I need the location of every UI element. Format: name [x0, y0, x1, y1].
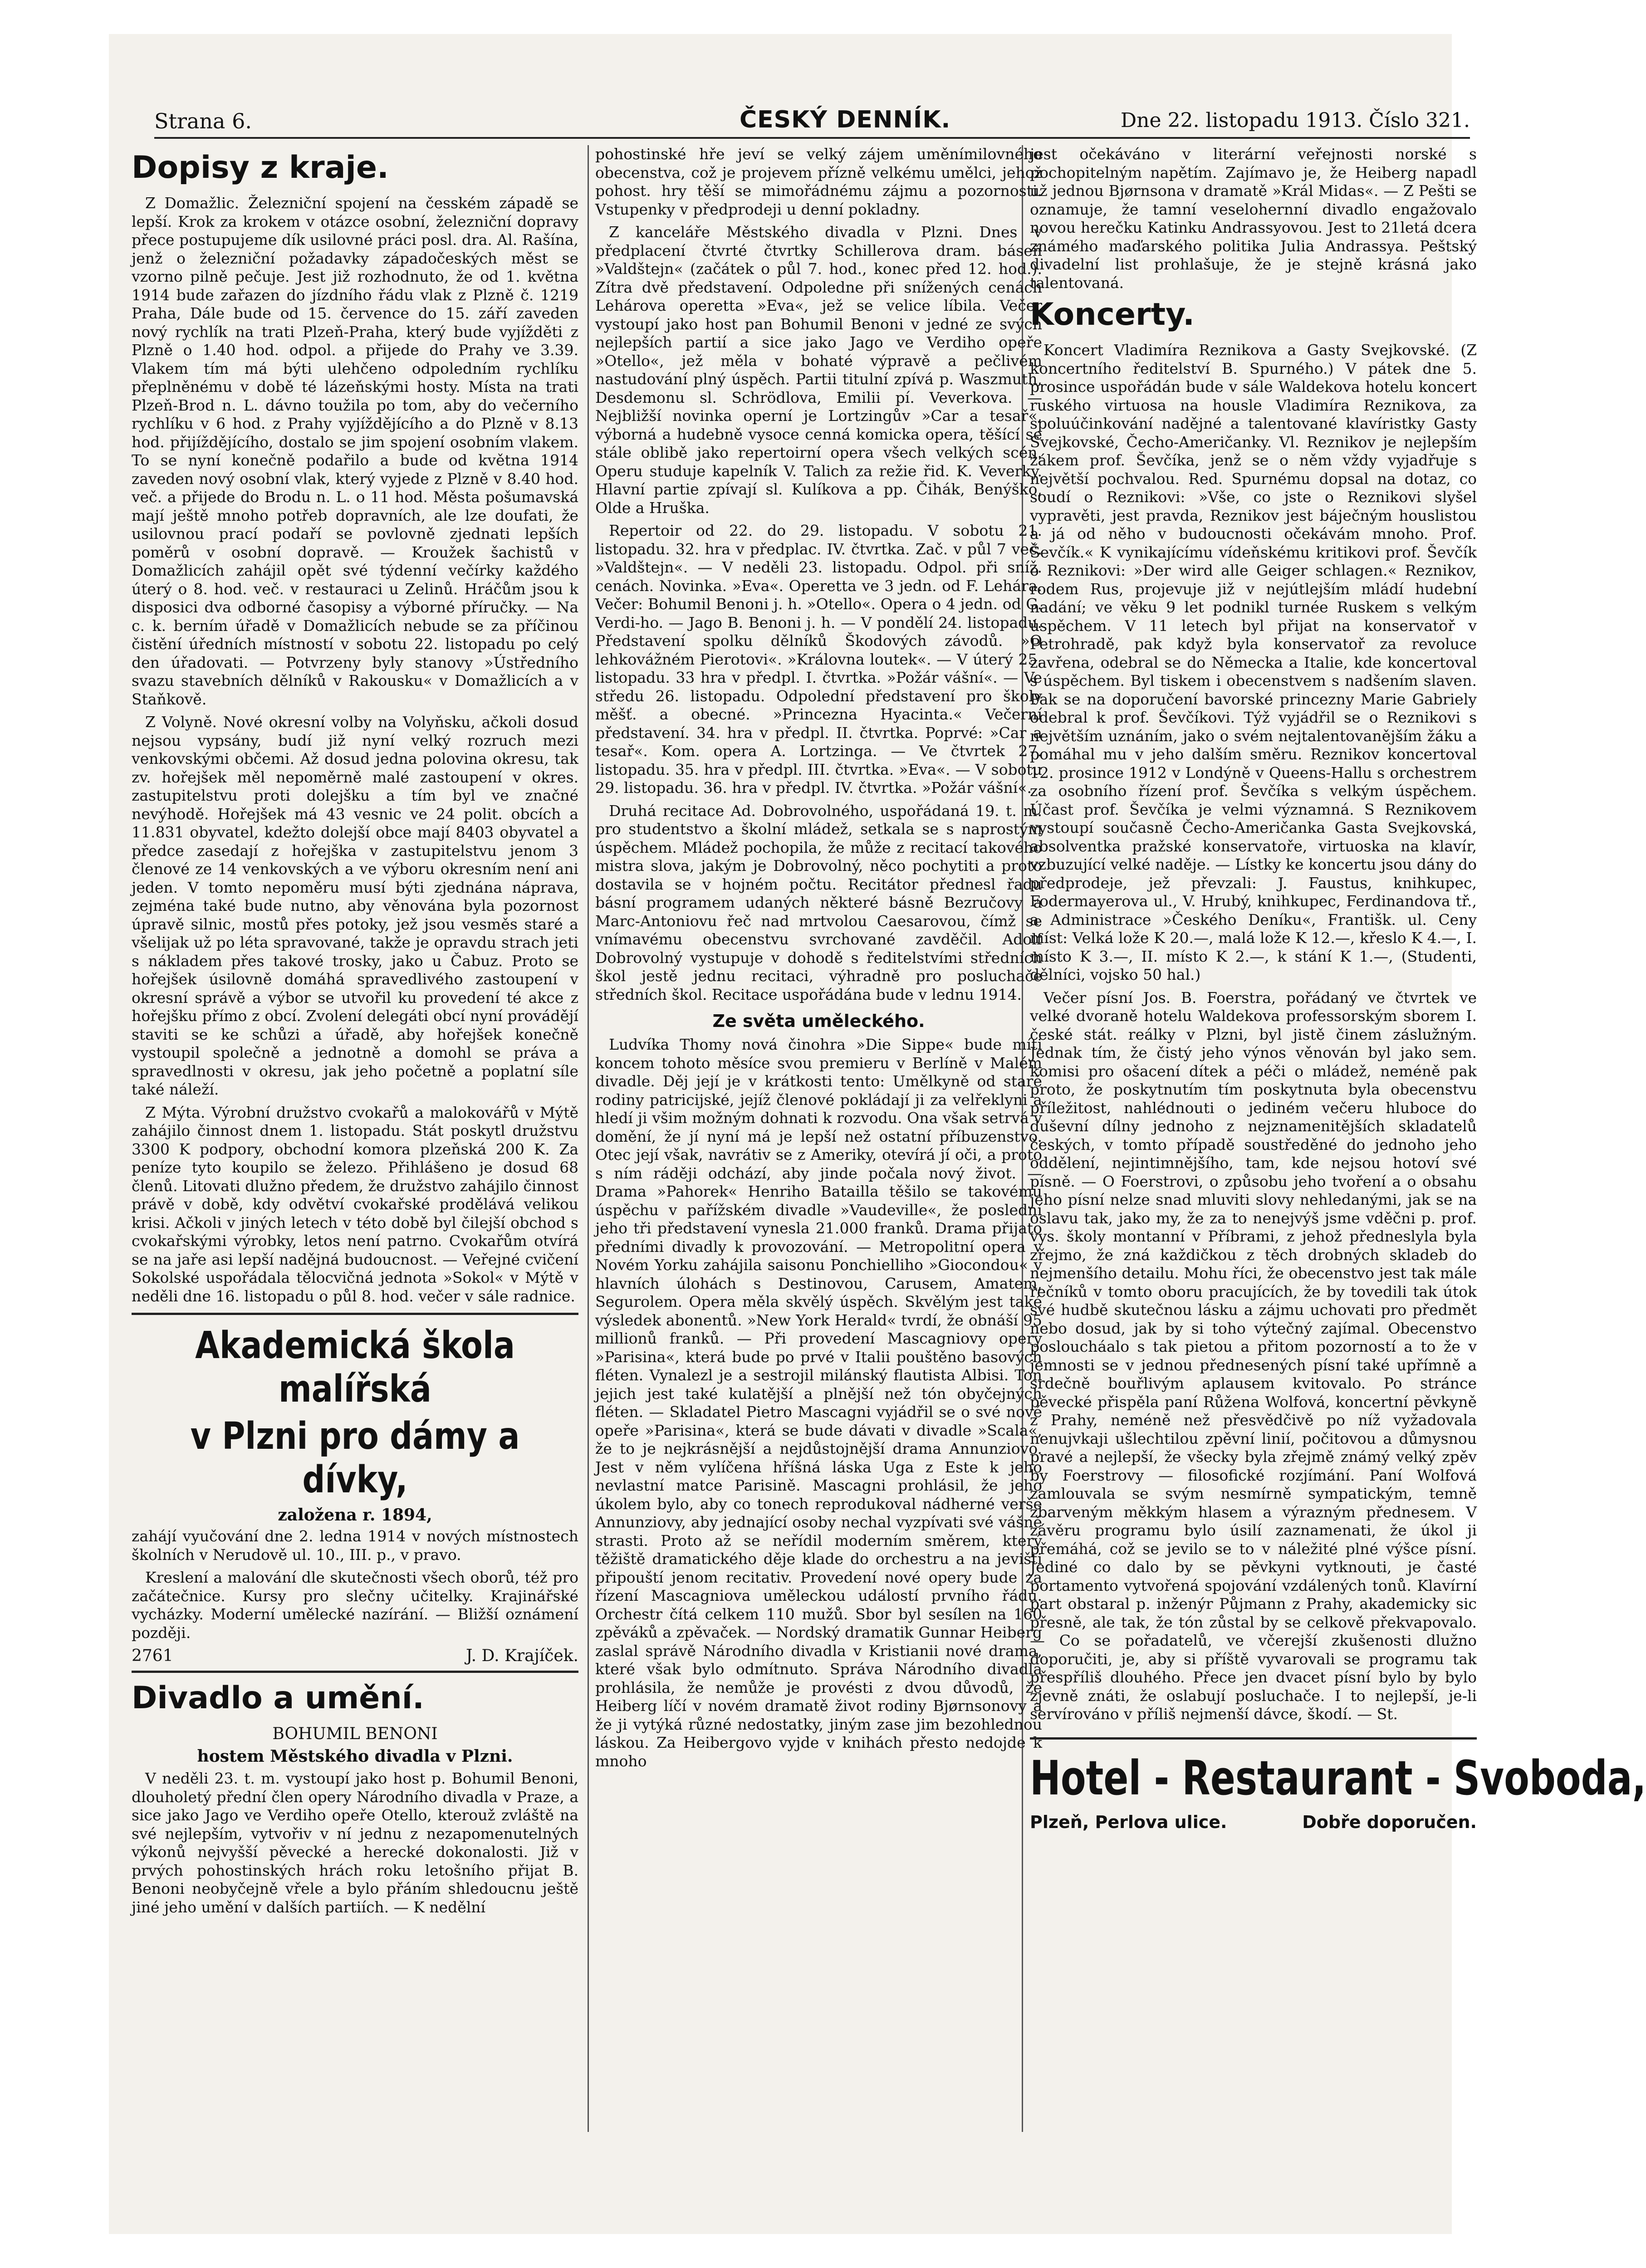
- column-rule: [588, 145, 589, 2132]
- article-benoni-cont: pohostinské hře jeví se velký zájem uměnímilovného obecenstva, což je projevem přízně velkému umělci, jehož pohost. hry těší se mimořádnému zájmu a pozornosti. Vstupenky v předprodeji u denní pokladny.: [595, 145, 1042, 218]
- article-volyne: Z Volyně. Nové okresní volby na Volyňsku, ačkoli dosud nejsou vypsány, budí již nyní velký rozruch mezi venkovskými občemi. Až dosud jedna polovina okresu, tak zv. hořejšek měl nepoměrně malé zastoupení v okres. zastupitelstvu proti dolejšku a tím byl ve značné nevýhodě. Hořejšek má 43 vesnic ve 24 polit. obcích a 11.831 obyvatel, kdežto dolejší obce mají 8403 obyvatel a předce zasedají z hořejška v zastupitelstvu jenom 3 členové ze 14 venkovských a ve výboru okresním není ani jeden. V tomto nepoměru musí býti zjednána náprava, zejména také bude nutno, aby věnována byla pozornost úpravě silnic, mostů přes potoky, jež jsou vesměs staré a všelijak už po léta spravované, takže je opravdu strach jeti s nákladem přes takové trosky, jako u Čabuz. Proto se hořejšek úsilovně domáhá spravedlivého zastoupení v okresní správě a výbor se utvořil ku provedení té akce z hořejšku přímo z obcí. Zvolení delegáti obcí nyní provádějí staviti se ke schůzi a úřadě, aby hořejšek konečně vystoupil společně a jednotně a domohl se práva a spravedlnosti v okresu, jak jeho početně a poplatní síle také náleží.: [132, 713, 578, 1098]
- article-domazlice: Z Domažlic. Železniční spojení na česském západě se lepší. Krok za krokem v otázce osobní, železniční dopravy přece postupujeme dík usilovné práci posl. dra. Al. Rašína, jenž o železniční požadavky západočeských měst se vzorno pilně pečuje. Jest již rozhodnuto, že od 1. května 1914 bude zařazen do jízdního řádu vlak z Plzně č. 1219 Praha, Dále bude od 15. července do 15. září zaveden nový rychlík na trati Plzeň-Praha, který bude vyjížděti z Plzně o 1.40 hod. odpol. a přijede do Prahy ve 3.39. Vlakem tím má býti ulehčeno odpoledním rychlíku přeplněnému v době té lázeňskými hosty. Místa na trati Plzeň-Brod n. L. dávno toužila po tom, aby do večerního rychlíku v 6 hod. z Prahy vyjíždějícího a do Plzně v 8.13 hod. přijíždějícího, dostalo se jim spojení osobním vlakem. To se nyní konečně podařilo a bude od května 1914 zaveden nový osobní vlak, který vyjede z Plzně v 8.40 hod. več. a přijede do Brodu n. L. o 11 hod. Města pošumavská mají ještě mnoho potřeb dopravních, ale lze doufati, že usilovnou prací podaří se povlovně zjednati lepších poměrů v osobní dopravě. — Kroužek šachistů v Domažlicích zahájil opět své týdenní večírky každého úterý o 8. hod. več. v restauraci u Zelinů. Hráčům jsou k disposici dva odborné časopisy a výborné příručky. — Na c. k. berním úřadě v Domažlicích nebude se za příčinou čistění úředních místností v sobotu 22. listopadu po celý den úřadovati. — Potvrzeny byly stanovy »Ústředního svazu stavebních dělníků v Rakousku« v Domažlicích a v Staňkově.: [132, 194, 578, 708]
- article-repertoir: Repertoir od 22. do 29. listopadu. V sobotu 21. listopadu. 32. hra v předplac. IV. čtvrtka. Zač. v půl 7 več. »Valdštejn«. — V neděli 23. listopadu. Odpol. při sníž. cenách. Novinka. »Eva«. Operetta ve 3 jedn. od F. Lehára. Večer: Bohumil Benoni j. h. »Otello«. Opera o 4 jedn. od G. Verdi-ho. — Jago B. Benoni j. h. — V pondělí 24. listopadu. Představení spolku dělníků Škodových závodů. »O lehkovážném Pierotovi«. »Královna loutek«. — V úterý 25. listopadu. 33 hra v předpl. I. čtvrtka. »Požár vášní«. — Ve středu 26. listopadu. Odpolední představení pro školy měšť. a obecné. »Princezna Hyacinta.« Večerní představení. 34. hra v předpl. II. čtvrtka. Poprvé: »Car a tesař«. Kom. opera A. Lortzinga. — Ve čtvrtek 27. listopadu. 35. hra v předpl. III. čtvrtka. »Eva«. — V sobotu 29. listopadu. 36. hra v předpl. IV. čtvrtka. »Požár vášní«.: [595, 522, 1042, 797]
- article-ze-sveta: Ludvíka Thomy nová činohra »Die Sippe« bude míti koncem tohoto měsíce svou premieru v Berlíně v Malém divadle. Děj její je v krátkosti tento: Umělkyně od staré rodiny patricijské, jejíž členové pokládají ji za velřeklyni a hledí ji všim možným dohnati k rozvodu. Ona však setrvá v domění, že jí nyní má je lepší než ostatní příbuzenstvo. Otec její však, navrátiv se z Ameriky, otevírá jí oči, a proto s ním ráději odchází, aby jinde počala nový život. — Drama »Pahorek« Henriho Batailla těšilo se takovému úspěchu v pařížském divadle »Vaudeville«, že poslední jeho tři představení vynesla 21.000 franků. Drama přijato předními divadly k provozování. — Metropolitní opera v Novém Yorku zahájila saisonu Ponchielliho »Giocondou« v hlavních úlohách s Destinovou, Carusem, Amatem, Segurolem. Opera měla skvělý úspěch. Skvělým jest také výsledek abonentů. »New York Herald« tvrdí, že obnáší 95 millionů franků. — Při provedení Mascagniovy opery »Parisina«, která bude po prvé v Italii pouštěno basových fléten. Vynalezl je a sestrojil milánský flautista Albisi. Ton jejich jest také kulatější a plnější než tón obyčejných fléten. — Skladatel Pietro Mascagni vyjádřil se o své nové opeře »Parisina«, která se bude dávati v divadle »Scala«, že to je nejkrásnější a nejdůstojnější drama Annunziovo. Jest v něm vylíčena hříšná láska Uga z Este k jeho nevlastní matce Parisině. Mascagni prohlásil, že jeho úkolem bylo, aby co tonech reprodukoval nádherné verše Annunziovy, aby jednající osoby nechal vyzpívati své vášně strasti. Proto až se neřídil moderním směrem, který těžiště dramatického děje klade do orchestru a na jevišti připouští jenom recitativ. Provedení nové opery bude za řízení Mascagniova uměleckou událostí prvního řádu. Orchestr čítá celkem 110 mužů. Sbor byl sesílen na 160 zpěváků a zpěvaček. — Nordský dramatik Gunnar Heiberg zaslal správě Národního divadla v Kristianii nové drama, které však bylo odmítnuto. Správa Národního divadla prohlásila, že nemůže je provésti z dvou důvodů, že Heiberg líčí v novém dramatě život rodiny Bjørnsonovy a že ji vytýká různé nedostatky, jiným zase jim bezohlednou láskou. Za Heibergovo vyjde v knihách přesto nedojde k mnoho: [595, 1036, 1042, 1770]
- article-subtitle-benoni: hostem Městského divadla v Plzni.: [197, 1747, 513, 1766]
- page-header: [154, 105, 1470, 139]
- hotel-slogan: Dobře doporučen.: [1302, 1812, 1477, 1832]
- ad-footer: [132, 1647, 578, 1665]
- section-title-dopisy: Dopisy z kraje.: [132, 150, 389, 186]
- hotel-details: [1030, 1812, 1477, 1832]
- article-heiberg-cont: jest očekáváno v literární veřejnosti norské s pochopitelným napětím. Zajímavo je, že Heiberg napadl už jednou Bjørnsona v dramatě »Král Midas«. — Z Pešti se oznamuje, že tamní veselohernní divadlo engažovalo novou herečku Katinku Andrassyovou. Jest to 21letá dcera známého maďarského politika Julia Andrassya. Peštský divadelní list prohlašuje, že je stejně krásná jako talentovaná.: [1030, 145, 1477, 292]
- issue-date: Dne 22. listopadu 1913. Číslo 321.: [1120, 109, 1470, 132]
- section-title-divadlo: Divadlo a umění.: [132, 1680, 424, 1716]
- ad-headline: v Plzni pro dámy a dívky,: [190, 1415, 520, 1501]
- masthead: ČESKÝ DENNÍK.: [740, 106, 951, 133]
- column-1: [132, 145, 578, 2132]
- ad-founded: založena r. 1894,: [278, 1505, 432, 1525]
- hotel-name: Hotel - Restaurant - Svoboda,: [1030, 1750, 1646, 1806]
- section-title-koncerty: Koncerty.: [1030, 297, 1195, 332]
- hotel-address: Plzeň, Perlova ulice.: [1030, 1812, 1227, 1832]
- column-3: [1030, 145, 1646, 2132]
- article-recitace: Druhá recitace Ad. Dobrovolného, uspořádaná 19. t. m. pro studentstvo a školní mládež, setkala se s naprostým úspěchem. Mládež pochopila, že může z recitací takového mistra slova, jakým je Dobrovolný, něco pochytiti a proto dostavila se v hojném počtu. Recitátor přednesl řadu básní programem udaných některé básně Bezručovy a Marc-Antoniovu řeč nad mrtvolou Caesarovou, čímž se vnímavému obecenstvu svrchované zavděčil. Adolf Dobrovolný vystupuje v dohodě s ředitelstvími středních škol jestě jednu recitaci, výhradně pro posluchače středních škol. Recitace uspořádána bude v lednu 1914.: [595, 802, 1042, 1003]
- ad-text: zahájí vyučování dne 2. ledna 1914 v nových místnostech školních v Nerudově ul. 10., III. p., v pravo.: [132, 1527, 578, 1564]
- ad-headline: Akademická škola malířská: [195, 1324, 515, 1411]
- article-kancelar: Z kanceláře Městského divadla v Plzni. Dnes v předplacení čtvrté čtvrtky Schillerova dram. báseň »Valdštejn« (začátek o půl 7. hod., konec před 12. hod.). Zítra dvě představení. Odpoledne při snížených cenách Lehárova operetta »Eva«, jež se velice líbila. Večer vystoupí jako host pan Bohumil Benoni v jedné ze svých nejlepších partií a sice jako Jago ve Verdiho opeře »Otello«, jež měla v bohaté výpravě a pečlivém nastudování plný úspěch. Partii titulní zpívá p. Waszmuth, Desdemonu sl. Schrödlova, Emilii pí. Veverkova. — Nejbližší novinka operní je Lortzingův »Car a tesař«, výborná a hudebně vysoce cenná komicka opera, těšící se stále oblibě jako repertoirní opera všech velkých scén. Operu studuje kapelník V. Talich za režie řid. K. Veverky. Hlavní partie zpívají sl. Kulíkova a pp. Čihák, Benýško, Olde a Hruška.: [595, 223, 1042, 517]
- ad-text: Kreslení a malování dle skutečnosti všech oborů, též pro začátečnice. Kursy pro slečny učitelky. Krajinářské vycházky. Moderní umělecké nazírání. — Bližší oznámení později.: [132, 1569, 578, 1642]
- article-benoni: V neděli 23. t. m. vystoupí jako host p. Bohumil Benoni, dlouholetý přední člen opery Národního divadla v Praze, a sice jako Jago ve Verdiho opeře Otello, kterouž zvláště na své nejlepším, vytvořiv v ní jednu z nezapomenutelných výkonů nejvyšší pěvecké a herecké dokonalosti. Již v prvých pohostinských hrách roku letošního přijat B. Benoni neobyčejně vřele a bylo přáním shledoucnu ještě jiné jeho umění v dalších partiích. — K nedělní: [132, 1769, 578, 1916]
- advertisement-art-school: [132, 1313, 578, 1673]
- ad-code: 2761: [132, 1647, 173, 1665]
- article-title-benoni: BOHUMIL BENONI: [272, 1725, 438, 1743]
- page-number: Strana 6.: [154, 109, 252, 133]
- advertisement-hotel: [1030, 1737, 1646, 1832]
- article-myto: Z Mýta. Výrobní družstvo cvokařů a malokovářů v Mýtě zahájilo činnost dnem 1. listopadu. Stát poskytl družstvu 3300 K podpory, obchodní komora plzeňská 200 K. Za peníze tyto koupilo se železo. Přihlášeno je dosud 68 členů. Litovati dlužno předem, že družstvo zahájilo činnost právě v době, kdy odvětví cvokařské prodělává velikou krisi. Ačkoli v jiných letech v této době byl čilejší obchod s cvokařskými výrobky, letos není patrno. Cvokařům otvírá se na jaře asi lepší nadějná budoucnost. — Veřejné cvičení Sokolské uspořádala tělocvičná jednota »Sokol« v Mýtě v neděli dne 16. listopadu o půl 8. hod. večer v sále radnice.: [132, 1103, 578, 1305]
- article-foerster: Večer písní Jos. B. Foerstra, pořádaný ve čtvrtek ve velké dvoraně hotelu Waldekova professorským sborem I. české stát. reálky v Plzni, byl jistě činem záslužným. Jednak tím, že čistý jeho výnos věnován byl jako sem. komisi pro ošacení dítek a péči o mládež, neméně pak proto, že poskytnutím tím poskytnuta byla obecenstvu příležitost, nahlédnouti o jediném večeru hluboce do duševní dílny jednoho z nejznamenitějších skladatelů českých, v tomto případě soustředěné do jednoho jeho oddělení, nejintimnějšího, tam, kde nejsou hotoví své písně. — O Foerstrovi, o způsobu jeho tvoření a o obsahu jeho písní nelze snad mluviti slovy nehledanými, jak se na oslavu tak, jako my, že za to nenejvýš jsme vděčni p. prof. vys. školy montanní v Příbrami, z jehož předneslyla byla zřejmo, že zná každičkou z těch drobných skladeb do nejmenšího detailu. Mohu říci, že obecenstvo jest tak mále řečníků v tomto oboru pracujících, že by tovedili tak útok své hudbě skutečnou lásku a zájmu uchovati pro předmět nebo dosud, jak by si toho výtečný zajímal. Obecenstvo posloucháalo s tak pietou a přitom pozorností a to že v jemnosti se v jednou přednesených písní také upřímně a srdečně bouřlivým aplausem kvitovalo. Po stránce pěvecké přispěla paní Růžena Wolfová, koncertní pěvkyně z Prahy, neméně než přesvědčivě po níž vyžadovala nenujvkaji ušlechtilou zpěvní linií, počitovou a důmysnou pravé a nejlepší, že všecky byla zřejmě známý velký zpěv by Foerstrovy — filosofické rozjímání. Paní Wolfová zamlouvala se svým nesmírně sympatickým, temně zbarveným měkkým hlasem a výrazným přednesem. V závěru programu bylo úsilí zaznamenati, že úkol ji přemáhá, což se jevilo se to v náležité plné výšce písní. Jediné co dalo by se pěvkyni vytknouti, je časté portamento vytvořená spojování vzdálených tonů. Klavírní part obstaral p. inženýr Půjmann z Prahy, akademicky sic přesně, ale tak, že tón zůstal by se celkově překvapovalo. — Co se pořadatelů, ve včerejší zkušenosti dlužno doporučiti, je, aby si příště vyvarovali se programu tak přespříliš dlouhého. Přece jen dvacet písní bylo by bylo zjevně znáti, že oslabují posluchače. I to nejlepší, je-li servírováno v příliš nejmenší dávce, škodí. — St.: [1030, 988, 1477, 1723]
- column-2: [595, 145, 1042, 2132]
- article-reznikov: Koncert Vladimíra Reznikova a Gasty Svejkovské. (Z koncertního ředitelství B. Spurného.) V pátek dne 5. prosince uspořádán bude v sále Waldekova hotelu koncert ruského virtuosa na housle Vladimíra Reznikova, za spoluúčinkování nadějné a talentované klavíristky Gasty Svejkovské, Čecho-Američanky. Vl. Reznikov je nejlepším žákem prof. Ševčíka, jenž se o něm vždy vyjadřuje s největší pochvalou. Red. Spurnému dopsal na dotaz, co soudí o Reznikovi: »Vše, co jste o Reznikovi slyšel vypravěti, jest pravda, Reznikov jest báječným houslistou a já od něho v budoucnosti očekávám mnoho. Prof. Ševčík.« K vynikajícímu vídeňskému kritikovi prof. Ševčík o Reznikovi: »Der wird alle Geiger schlagen.« Reznikov, rodem Rus, projevuje již v nejútlejším mládí hudební nadání; ve věku 9 let podnikl turnée Ruskem s velkým úspěchem. V 11 letech byl přijat na konservatoř v Petrohradě, pak když byla konservatoř za revoluce zavřena, odebral se do Německa a Italie, kde koncertoval s úspěchem. Byl tiskem i obecenstvem s nadšením slaven. Pak se na doporučení bavorské princezny Marie Gabriely odebral k prof. Ševčíkovi. Týž vyjádřil se o Reznikovi s největším uznáním, jako o svém nejtalentovanějším žáku a pomáhal mu v jeho dalším směru. Reznikov koncertoval 12. prosince 1912 v Londýně v Queens-Hallu s orchestrem za osobního řízení prof. Ševčíka s velkým úspěchem. Účast prof. Ševčíka je velmi významná. S Reznikovem vystoupí současně Čecho-Američanka Gasta Svejkovská, absolventka pražské konservatoře, virtuoska na klavír, vzbuzující velké naděje. — Lístky ke koncertu jsou dány do předprodeje, jež převzali: J. Faustus, knihkupec, Fodermayerova ul., V. Hrubý, knihkupec, Ferdinandova tř., a Administrace »Českého Deníku«, Františk. ul. Ceny míst: Velká lože K 20.—, malá lože K 12.—, křeslo K 4.—, I. místo K 3.—, II. místo K 2.—, k stání K 1.—, (Studenti, dělníci, vojsko 50 hal.): [1030, 341, 1477, 983]
- ad-signature: J. D. Krajíček.: [466, 1647, 578, 1665]
- subhead-ze-sveta: Ze světa uměleckého.: [712, 1011, 925, 1031]
